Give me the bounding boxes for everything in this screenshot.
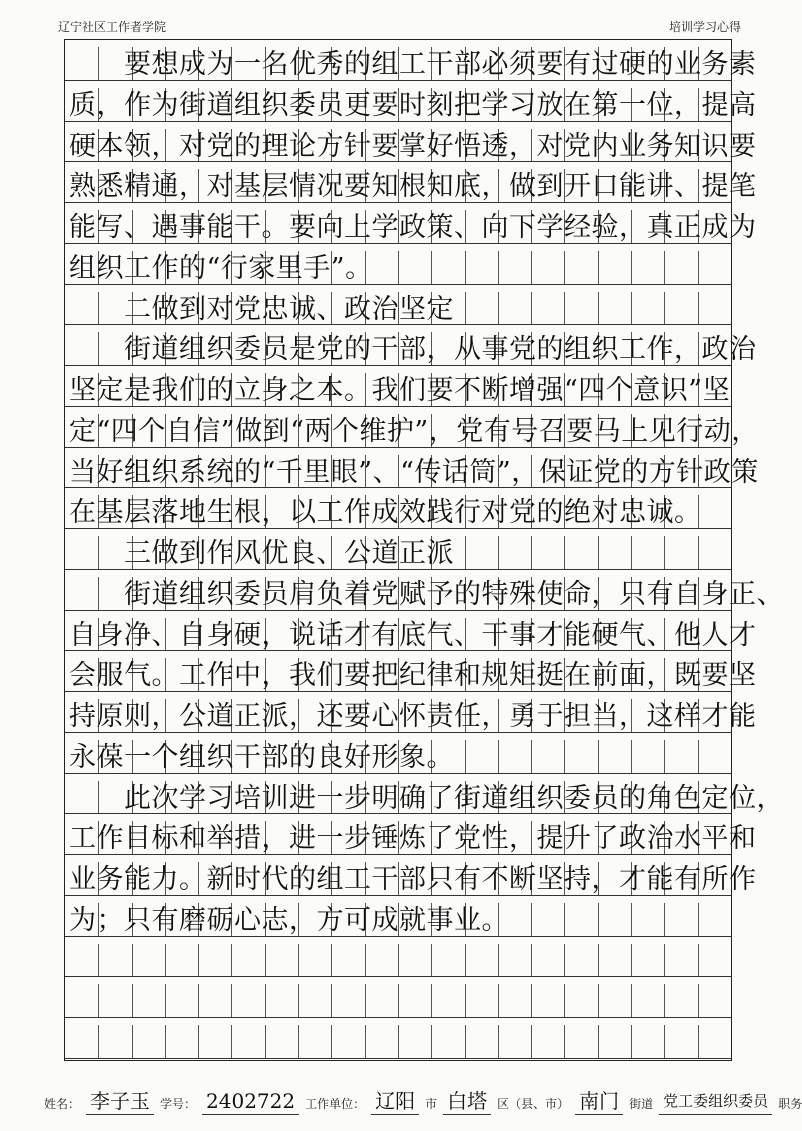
student-id-field: 2402722 xyxy=(202,1088,299,1115)
district-field: 白塔 xyxy=(443,1088,491,1115)
grid-cell xyxy=(498,984,531,1017)
grid-cell xyxy=(331,1025,364,1058)
grid-cell xyxy=(65,984,98,1017)
grid-cell xyxy=(465,984,498,1017)
street-suffix: 街道 xyxy=(629,1097,654,1111)
grid-cell xyxy=(132,1025,165,1058)
handwritten-line: 持原则，公道正派，还要心怀责任，勇于担当，这样才能 xyxy=(69,701,757,733)
grid-cell xyxy=(65,1025,98,1058)
handwritten-line: 永葆一个组织干部的良好形象。 xyxy=(69,741,454,773)
grid-cell xyxy=(465,944,498,977)
grid-cell xyxy=(365,944,398,977)
grid-row xyxy=(65,162,757,203)
handwritten-line: 工作目标和举措，进一步锤炼了党性，提升了政治水平和 xyxy=(69,823,757,855)
grid-cell xyxy=(298,984,331,1017)
grid-row xyxy=(65,774,784,815)
grid-cell xyxy=(564,1025,597,1058)
grid-cell xyxy=(98,1025,131,1058)
grid-cell xyxy=(698,944,731,977)
handwritten-line: 质，作为街道组织委员更要时刻把学习放在第一位，提高 xyxy=(69,89,757,121)
grid-row xyxy=(65,325,757,366)
grid-cell xyxy=(165,984,198,1017)
grid-row xyxy=(65,122,757,163)
grid-cell xyxy=(698,984,731,1017)
grid-cell xyxy=(498,1025,531,1058)
grid-cell xyxy=(398,984,431,1017)
grid-cell xyxy=(598,944,631,977)
grid-cell xyxy=(398,944,431,977)
grid-cell xyxy=(231,944,264,977)
grid-cell xyxy=(664,984,697,1017)
position-field: 党工委组织委员 xyxy=(659,1088,772,1115)
grid-cell xyxy=(465,1025,498,1058)
grid-cell xyxy=(65,944,98,977)
handwritten-line: 定“四个自信”做到“两个维护”，党有号召要马上见行动， xyxy=(69,415,759,447)
grid-cell xyxy=(398,1025,431,1058)
header-school-name: 辽宁社区工作者学院 xyxy=(58,19,167,34)
grid-cell xyxy=(298,1025,331,1058)
grid-cell xyxy=(165,944,198,977)
grid-cell xyxy=(298,944,331,977)
grid-cell xyxy=(132,984,165,1017)
grid-row xyxy=(65,977,731,1018)
district-suffix: 区（县、市） xyxy=(497,1097,570,1111)
student-id-label: 学号： xyxy=(160,1097,197,1111)
handwritten-line: 为；只有磨砺心志，方可成就事业。 xyxy=(69,904,509,936)
grid-cell xyxy=(331,984,364,1017)
grid-row xyxy=(65,244,731,285)
handwritten-line: 街道组织委员是党的干部，从事党的组织工作，政治 xyxy=(69,334,757,366)
grid-cell xyxy=(531,984,564,1017)
grid-cell xyxy=(664,944,697,977)
handwritten-line: 此次学习培训进一步明确了街道组织委员的角色定位， xyxy=(69,782,784,814)
name-field: 李子玉 xyxy=(86,1088,154,1115)
grid-cell xyxy=(664,1025,697,1058)
grid-cell xyxy=(698,1025,731,1058)
grid-row xyxy=(65,692,757,733)
handwritten-line: 自身净、自身硬，说话才有底气、干事才能硬气、他人才 xyxy=(69,619,757,651)
grid-row xyxy=(65,651,757,692)
grid-cell xyxy=(231,1025,264,1058)
grid-row xyxy=(65,407,759,448)
grid-row xyxy=(65,814,757,855)
city-field: 辽阳 xyxy=(371,1088,419,1115)
handwritten-line: 三做到作风优良、公道正派 xyxy=(69,538,454,570)
grid-row xyxy=(65,1018,731,1059)
grid-row xyxy=(65,733,731,774)
footer-info xyxy=(44,1081,802,1115)
grid-row xyxy=(65,366,731,407)
grid-row xyxy=(65,611,757,652)
handwritten-line: 当好组织系统的“千里眼”、“传话筒”，保证党的方针政策 xyxy=(69,456,759,488)
street-field: 南门 xyxy=(575,1088,623,1115)
grid-cell xyxy=(132,944,165,977)
grid-cell xyxy=(265,944,298,977)
grid-cell xyxy=(331,944,364,977)
grid-cell xyxy=(198,1025,231,1058)
grid-cell xyxy=(531,944,564,977)
name-label: 姓名： xyxy=(44,1097,81,1111)
city-suffix: 市 xyxy=(425,1097,438,1111)
writing-grid xyxy=(64,39,784,1061)
grid-cell xyxy=(365,1025,398,1058)
grid-cell xyxy=(564,984,597,1017)
grid-cell xyxy=(431,944,464,977)
grid-cell xyxy=(265,984,298,1017)
grid-cell xyxy=(165,1025,198,1058)
grid-cell xyxy=(431,1025,464,1058)
grid-cell xyxy=(498,944,531,977)
grid-cell xyxy=(98,984,131,1017)
grid-row xyxy=(65,285,731,326)
grid-cell xyxy=(631,1025,664,1058)
grid-cell xyxy=(98,944,131,977)
grid-row xyxy=(65,529,731,570)
handwritten-line: 在基层落地生根，以工作成效践行对党的绝对忠诚。 xyxy=(69,497,702,529)
handwritten-line: 熟悉精通，对基层情况要知根知底，做到开口能讲、提笔 xyxy=(69,171,757,203)
grid-cells xyxy=(65,984,731,1017)
grid-row xyxy=(65,855,757,896)
grid-cell xyxy=(631,984,664,1017)
handwritten-line: 组织工作的“行家里手”。 xyxy=(69,252,373,284)
grid-row xyxy=(65,896,731,937)
handwritten-line: 街道组织委员肩负着党赋予的特殊使命，只有自身正、 xyxy=(69,578,784,610)
handwritten-line: 要想成为一名优秀的组工干部必须要有过硬的业务素 xyxy=(69,49,757,80)
grid-row xyxy=(65,203,757,244)
grid-row xyxy=(65,570,784,611)
handwritten-line: 能写、遇事能干。要向上学政策、向下学经验，真正成为 xyxy=(69,212,757,244)
grid-cell xyxy=(431,984,464,1017)
grid-row xyxy=(65,81,757,122)
page-header xyxy=(58,14,741,38)
handwritten-line: 坚定是我们的立身之本。我们要不断增强“四个意识”坚 xyxy=(69,375,731,407)
grid-cell xyxy=(631,944,664,977)
position-suffix: 职务 xyxy=(778,1097,802,1111)
grid-row xyxy=(65,937,731,978)
grid-cells xyxy=(65,944,731,977)
handwritten-line: 业务能力。新时代的组工干部只有不断坚持，才能有所作 xyxy=(69,864,757,896)
grid-cell xyxy=(598,984,631,1017)
grid-row xyxy=(65,448,759,489)
grid-cell xyxy=(564,944,597,977)
handwritten-line: 会服气。工作中，我们要把纪律和规矩挺在前面，既要坚 xyxy=(69,660,757,692)
handwritten-line: 二做到对党忠诚、政治坚定 xyxy=(69,293,454,325)
grid-cell xyxy=(231,984,264,1017)
grid-cells xyxy=(65,1025,731,1058)
grid-cell xyxy=(365,984,398,1017)
work-unit-label: 工作单位： xyxy=(305,1097,366,1111)
handwritten-line: 硬本领，对党的理论方针要掌好悟透，对党内业务知识要 xyxy=(69,130,757,162)
grid-row xyxy=(65,488,731,529)
grid-cell xyxy=(265,1025,298,1058)
header-doc-title: 培训学习心得 xyxy=(668,19,741,34)
grid-cell xyxy=(198,944,231,977)
grid-row xyxy=(65,40,757,81)
grid-cell xyxy=(531,1025,564,1058)
grid-cell xyxy=(598,1025,631,1058)
grid-cell xyxy=(198,984,231,1017)
